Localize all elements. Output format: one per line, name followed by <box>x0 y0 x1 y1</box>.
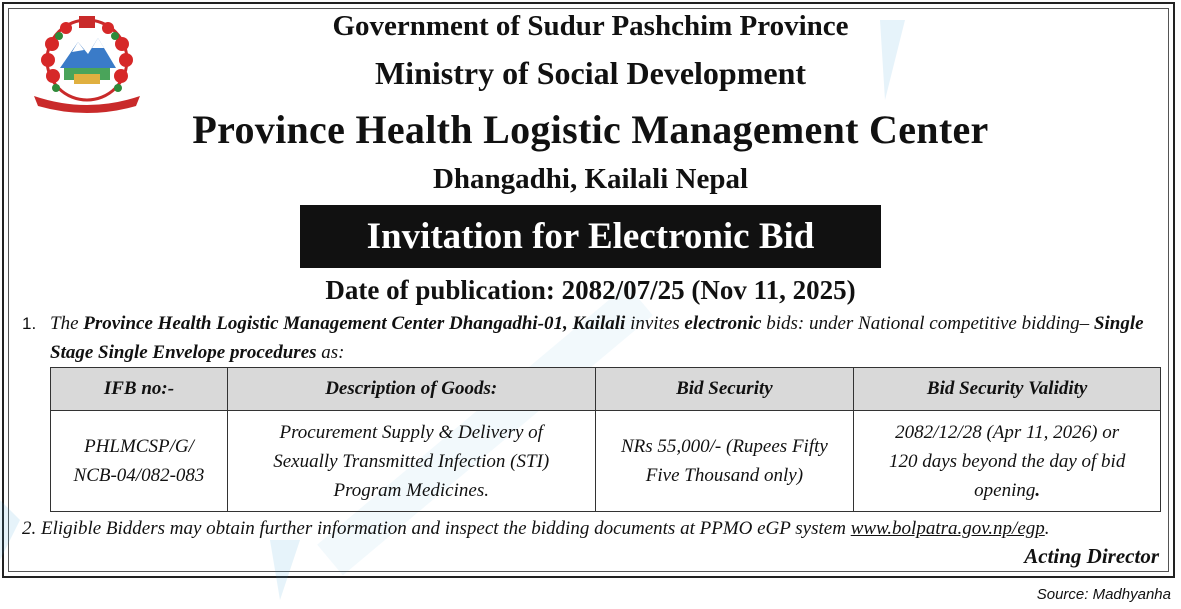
table-header-row <box>51 368 1161 411</box>
office-address: Dhangadhi, Kailali Nepal <box>432 163 749 195</box>
header-bid-validity: Bid Security Validity <box>854 368 1161 411</box>
invitation-paragraph: 1. The Province Health Logistic Management Center Dhangadhi-01, Kailali invites electronic bids: under National competitive bidding– Single Stage Single Envelope procedures as: <box>50 309 1150 367</box>
table-row <box>51 411 1161 512</box>
government-title: Government of Sudur Pashchim Province <box>332 10 849 42</box>
header-ifb-no: IFB no:- <box>51 368 228 411</box>
publication-date: Date of publication: 2082/07/25 (Nov 11, 2025) <box>325 275 856 305</box>
cell-description: Procurement Supply & Delivery of Sexually Transmitted Infection (STI) Program Medicines. <box>227 411 595 512</box>
cell-bid-validity: 2082/12/28 (Apr 11, 2026) or 120 days beyond the day of bid opening. <box>854 411 1161 512</box>
signer-title: Acting Director <box>1024 544 1159 568</box>
office-title: Province Health Logistic Management Center <box>192 107 989 152</box>
eligibility-paragraph: 2. Eligible Bidders may obtain further information and inspect the bidding documents at PPMO eGP system www.bolpatra.gov.np/egp. <box>22 518 1050 539</box>
header-description: Description of Goods: <box>227 368 595 411</box>
header-bid-security: Bid Security <box>595 368 854 411</box>
ministry-title: Ministry of Social Development <box>374 55 807 91</box>
notice-banner: Invitation for Electronic Bid <box>300 205 881 268</box>
bid-table <box>50 367 1161 512</box>
cell-bid-security: NRs 55,000/- (Rupees Fifty Five Thousand only) <box>595 411 854 512</box>
paragraph-number: 1. <box>22 314 37 333</box>
egp-link[interactable]: www.bolpatra.gov.np/egp <box>850 518 1045 539</box>
source-credit: Source: Madhyanha <box>1036 586 1171 603</box>
cell-ifb-no: PHLMCSP/G/ NCB-04/082-083 <box>51 411 228 512</box>
